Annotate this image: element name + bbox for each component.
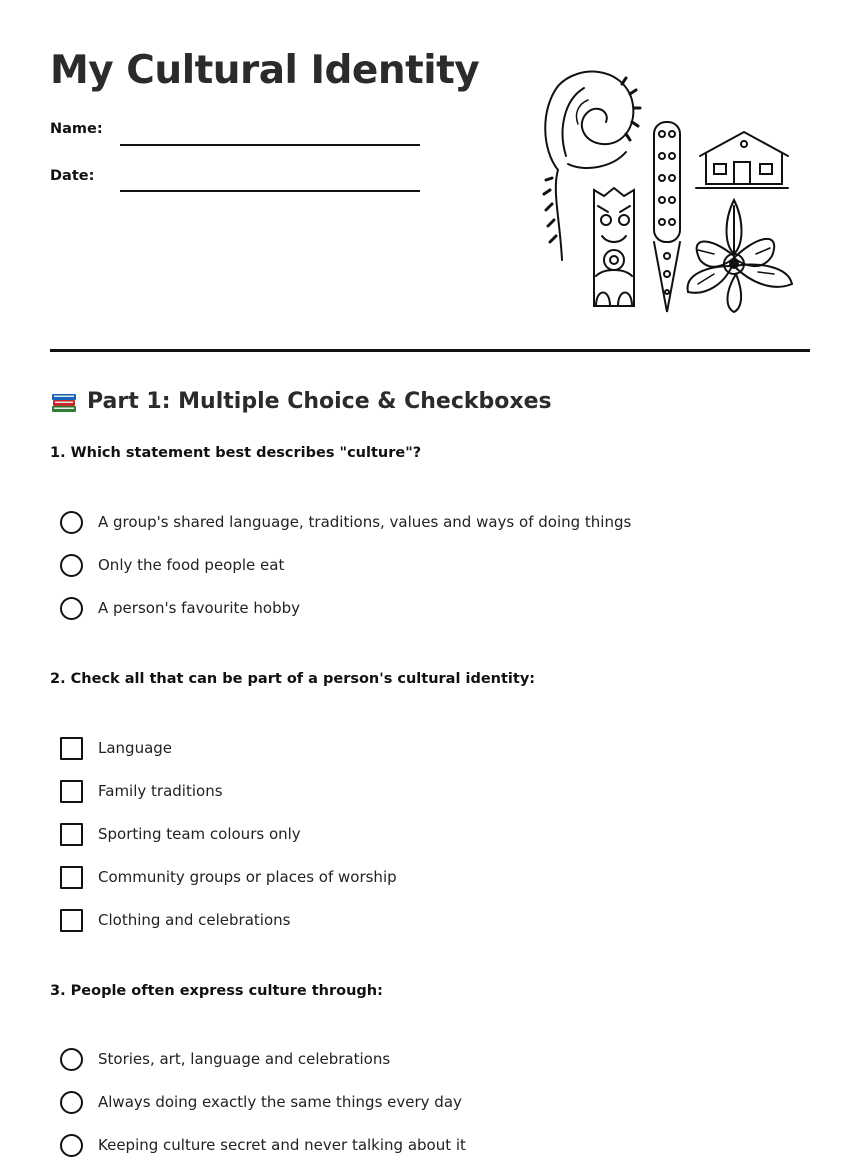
- q1-option-1[interactable]: [60, 509, 631, 535]
- option-label: Language: [98, 739, 173, 757]
- option-label: Sporting team colours only: [98, 825, 301, 843]
- option-label: Only the food people eat: [98, 556, 285, 574]
- option-label: Stories, art, language and celebrations: [98, 1050, 391, 1068]
- checkbox[interactable]: [60, 737, 83, 760]
- q3-option-2[interactable]: [60, 1089, 462, 1115]
- name-field[interactable]: [120, 144, 420, 146]
- q2-option-2[interactable]: [60, 778, 223, 804]
- carved-figure-icon: [594, 188, 634, 306]
- option-label: A group's shared language, traditions, values and ways of doing things: [98, 513, 632, 531]
- section-divider: [50, 349, 810, 352]
- option-label: Family traditions: [98, 782, 223, 800]
- radio-button[interactable]: [60, 1091, 83, 1114]
- section-heading: [50, 388, 552, 414]
- date-label: Date:: [50, 168, 95, 184]
- radio-button[interactable]: [60, 1134, 83, 1157]
- q2-option-3[interactable]: [60, 821, 301, 847]
- date-field[interactable]: [120, 190, 420, 192]
- question-2: 2. Check all that can be part of a person's cultural identity:: [50, 671, 536, 687]
- checkbox[interactable]: [60, 780, 83, 803]
- option-label: Community groups or places of worship: [98, 868, 397, 886]
- meeting-house-icon: [696, 132, 788, 188]
- checkbox[interactable]: [60, 866, 83, 889]
- radio-button[interactable]: [60, 1048, 83, 1071]
- q1-option-2[interactable]: [60, 552, 284, 578]
- radio-button[interactable]: [60, 597, 83, 620]
- question-1: 1. Which statement best describes "culture"?: [50, 445, 422, 461]
- q2-option-5[interactable]: [60, 907, 290, 933]
- checkbox[interactable]: [60, 909, 83, 932]
- name-label: Name:: [50, 121, 103, 137]
- koru-icon: [544, 72, 640, 260]
- checkbox[interactable]: [60, 823, 83, 846]
- q2-option-1[interactable]: [60, 735, 172, 761]
- q1-option-3[interactable]: [60, 595, 300, 621]
- option-label: Always doing exactly the same things every day: [98, 1093, 462, 1111]
- option-label: Clothing and celebrations: [98, 911, 291, 929]
- q3-option-3[interactable]: [60, 1132, 466, 1158]
- flower-icon: [688, 200, 792, 312]
- option-label: A person's favourite hobby: [98, 599, 301, 617]
- books-icon: [50, 388, 78, 414]
- section-title: Part 1: Multiple Choice & Checkboxes: [87, 388, 552, 414]
- option-label: Keeping culture secret and never talking about it: [98, 1136, 466, 1154]
- cultural-illustration: [538, 60, 804, 316]
- q2-option-4[interactable]: [60, 864, 397, 890]
- carved-pole-icon: [654, 122, 680, 312]
- radio-button[interactable]: [60, 554, 83, 577]
- page-title: My Cultural Identity: [50, 48, 480, 93]
- radio-button[interactable]: [60, 511, 83, 534]
- question-3: 3. People often express culture through:: [50, 983, 383, 999]
- q3-option-1[interactable]: [60, 1046, 390, 1072]
